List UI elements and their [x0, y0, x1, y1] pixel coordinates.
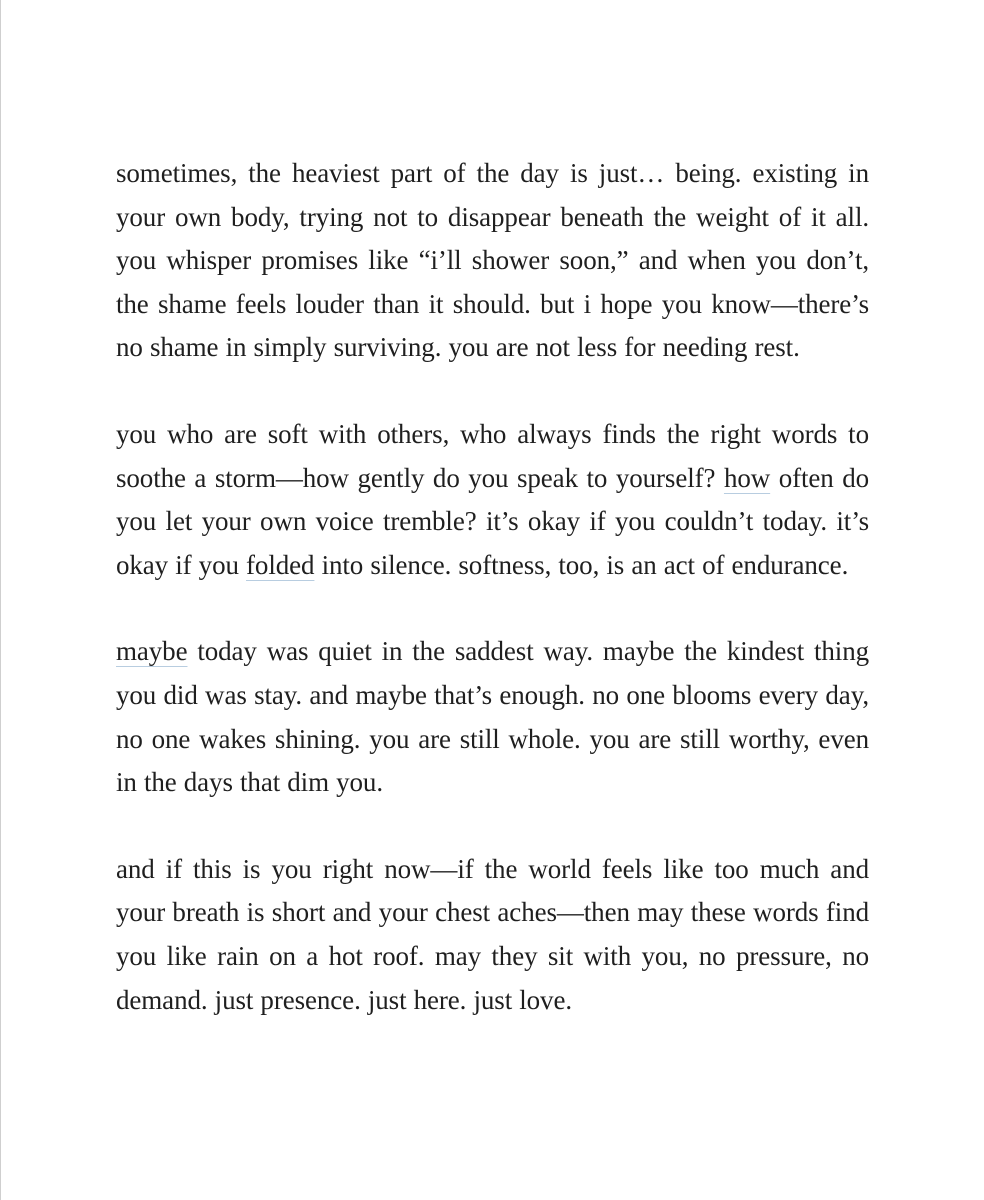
- text-span: often do you let your own voice tremble? it’s okay if you couldn’t today. it’s okay if you: [116, 462, 870, 580]
- text-span: into silence. softness, too, is an act of endurance.: [314, 549, 849, 580]
- underlined-word-how[interactable]: how: [723, 462, 771, 493]
- text-span: you who are soft with others, who always finds the right words to soothe a storm—how gently do you speak to yourself?: [116, 418, 869, 493]
- page-edge-divider: [0, 0, 1, 1200]
- underlined-word-folded[interactable]: folded: [246, 549, 315, 580]
- underlined-word-maybe[interactable]: maybe: [116, 636, 188, 667]
- text-span: today was quiet in the saddest way. maybe the kindest thing you did was stay. and maybe that’s enough. no one blooms every day, no one wakes shining. you are still whole. you are still worthy, even in the days that dim you.: [116, 636, 869, 798]
- text-span: sometimes, the heaviest part of the day is just… being. existing in your own body, trying not to disappear beneath the weight of it all. you whisper promises like “i’ll shower soon,” and when you don’t, the shame feels louder than it should. but i hope you know—there’s no shame in simply surviving. you are not less for needing rest.: [116, 158, 869, 363]
- text-body: [116, 152, 869, 1022]
- paragraph-1: [116, 152, 869, 370]
- paragraph-2: [116, 413, 869, 587]
- paragraph-4: [116, 848, 869, 1022]
- paragraph-3: [116, 630, 869, 804]
- text-span: and if this is you right now—if the world feels like too much and your breath is short and your chest aches—then may these words find you like rain on a hot roof. may they sit with you, no pressure, no demand. just presence. just here. just love.: [116, 853, 869, 1015]
